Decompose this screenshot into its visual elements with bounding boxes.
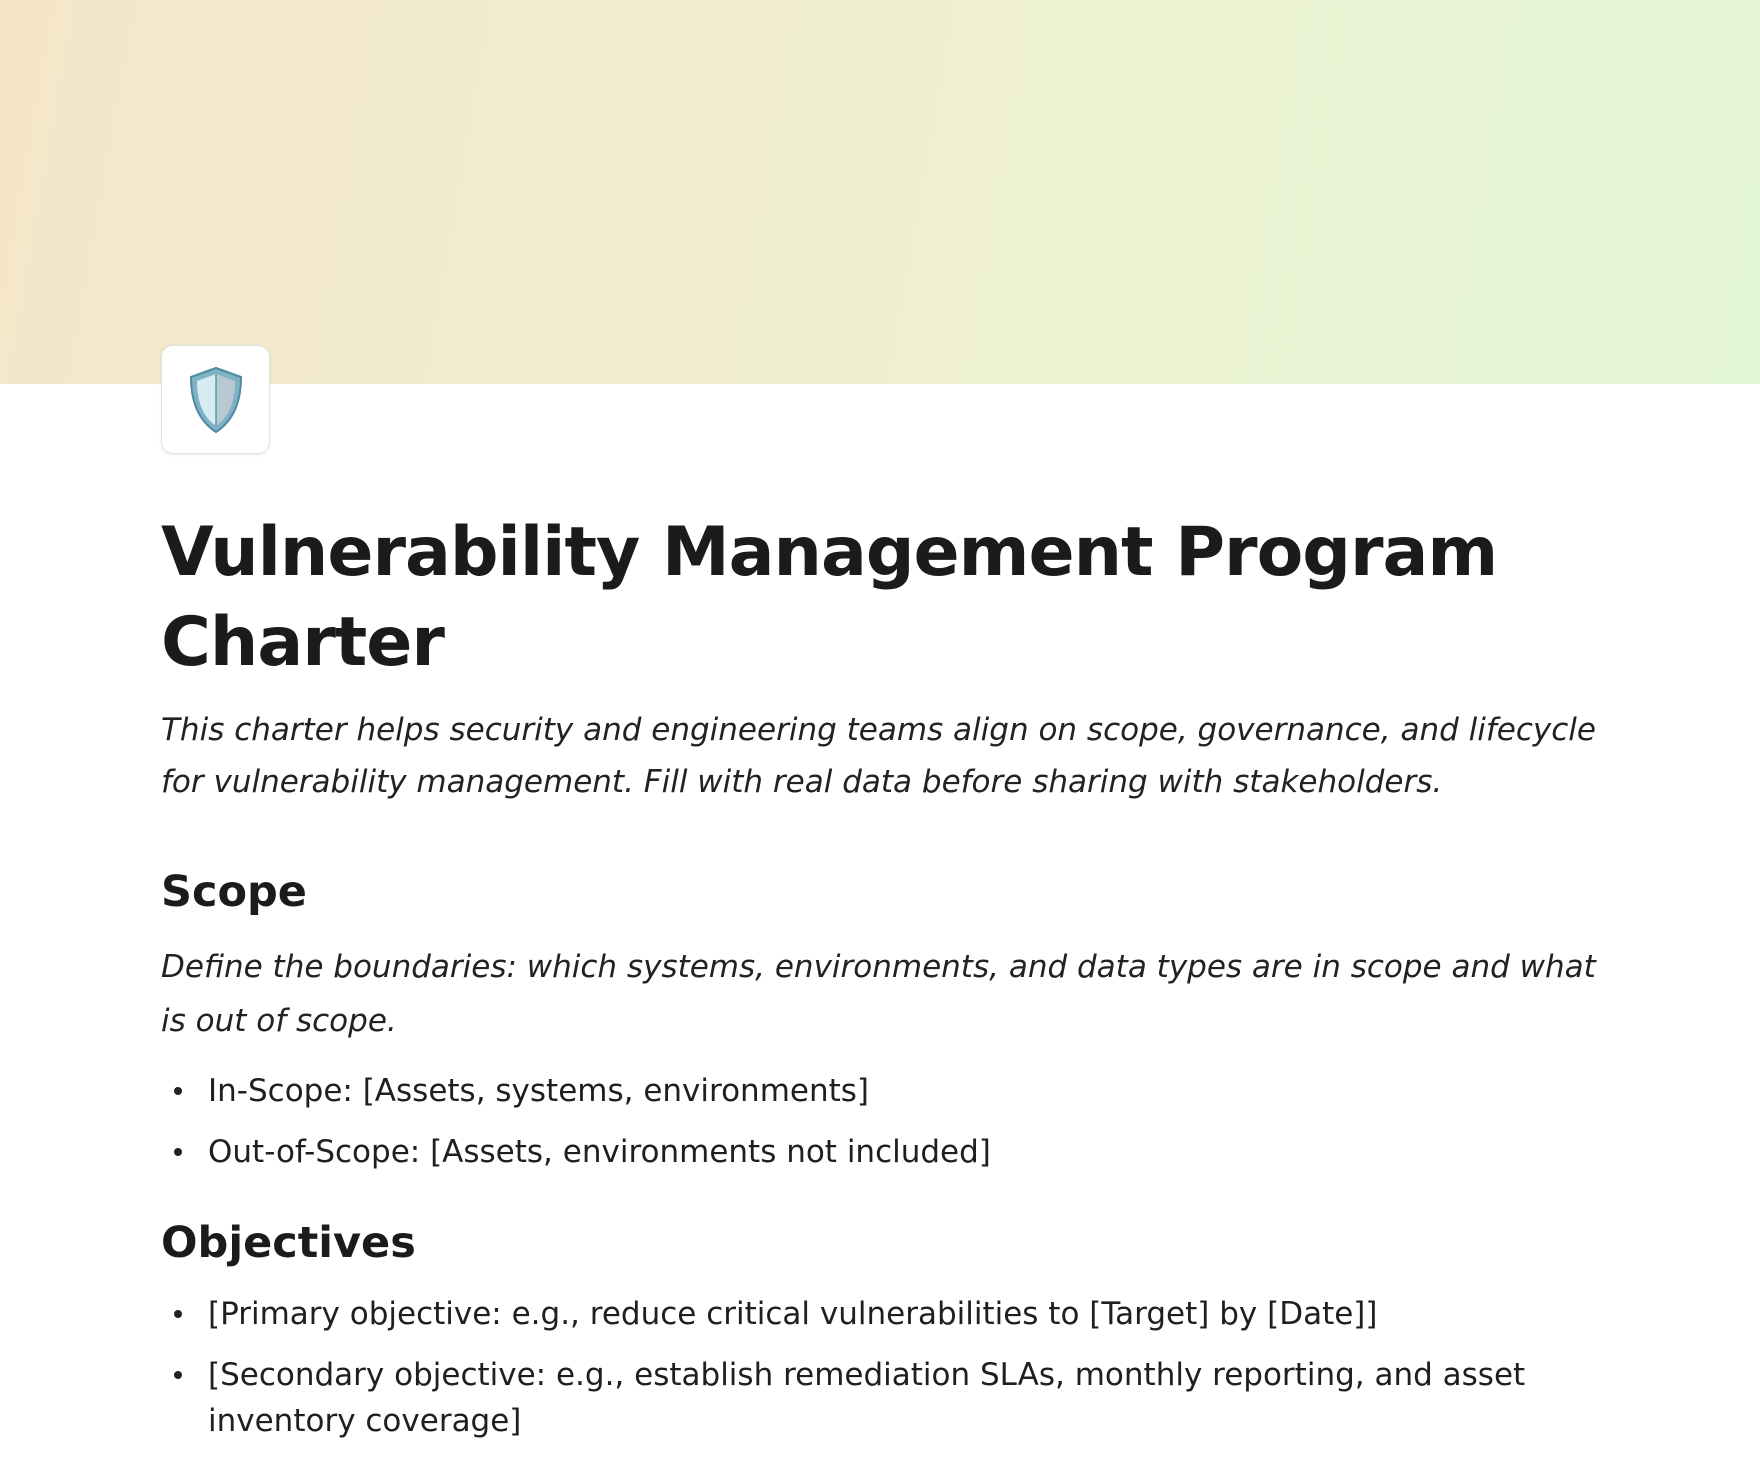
objectives-heading[interactable]: Objectives (161, 1218, 416, 1268)
page-cover[interactable] (0, 0, 1760, 384)
page-intro[interactable]: This charter helps security and engineering teams align on scope, governance, and lifecycle for vulnerability management. Fill with real data before sharing with stakeholders. (161, 712, 1596, 800)
list-item[interactable] (161, 1068, 1601, 1114)
list-item-text: [Secondary objective: e.g., establish remediation SLAs, monthly reporting, and asset inventory coverage] (208, 1357, 1526, 1439)
list-item-text: In-Scope: [Assets, systems, environments] (208, 1073, 870, 1109)
list-item[interactable] (161, 1129, 1601, 1175)
list-item-text: Out-of-Scope: [Assets, environments not included] (208, 1134, 991, 1170)
shield-icon (186, 365, 246, 435)
bullet-dot (174, 1087, 182, 1095)
list-item-text: [Primary objective: e.g., reduce critical vulnerabilities to [Target] by [Date]] (208, 1296, 1378, 1332)
page-title[interactable]: Vulnerability Management Program Charter (161, 513, 1498, 682)
bullet-dot (174, 1148, 182, 1156)
bullet-dot (174, 1371, 182, 1379)
page-content (161, 508, 1601, 1459)
list-item[interactable] (161, 1352, 1601, 1444)
scope-description[interactable]: Define the boundaries: which systems, environments, and data types are in scope and what is out of scope. (161, 949, 1596, 1039)
scope-list (161, 1068, 1601, 1175)
list-item[interactable] (161, 1291, 1601, 1337)
page-icon-container[interactable] (161, 345, 270, 454)
scope-heading[interactable]: Scope (161, 867, 307, 917)
objectives-list (161, 1291, 1601, 1444)
bullet-dot (174, 1310, 182, 1318)
